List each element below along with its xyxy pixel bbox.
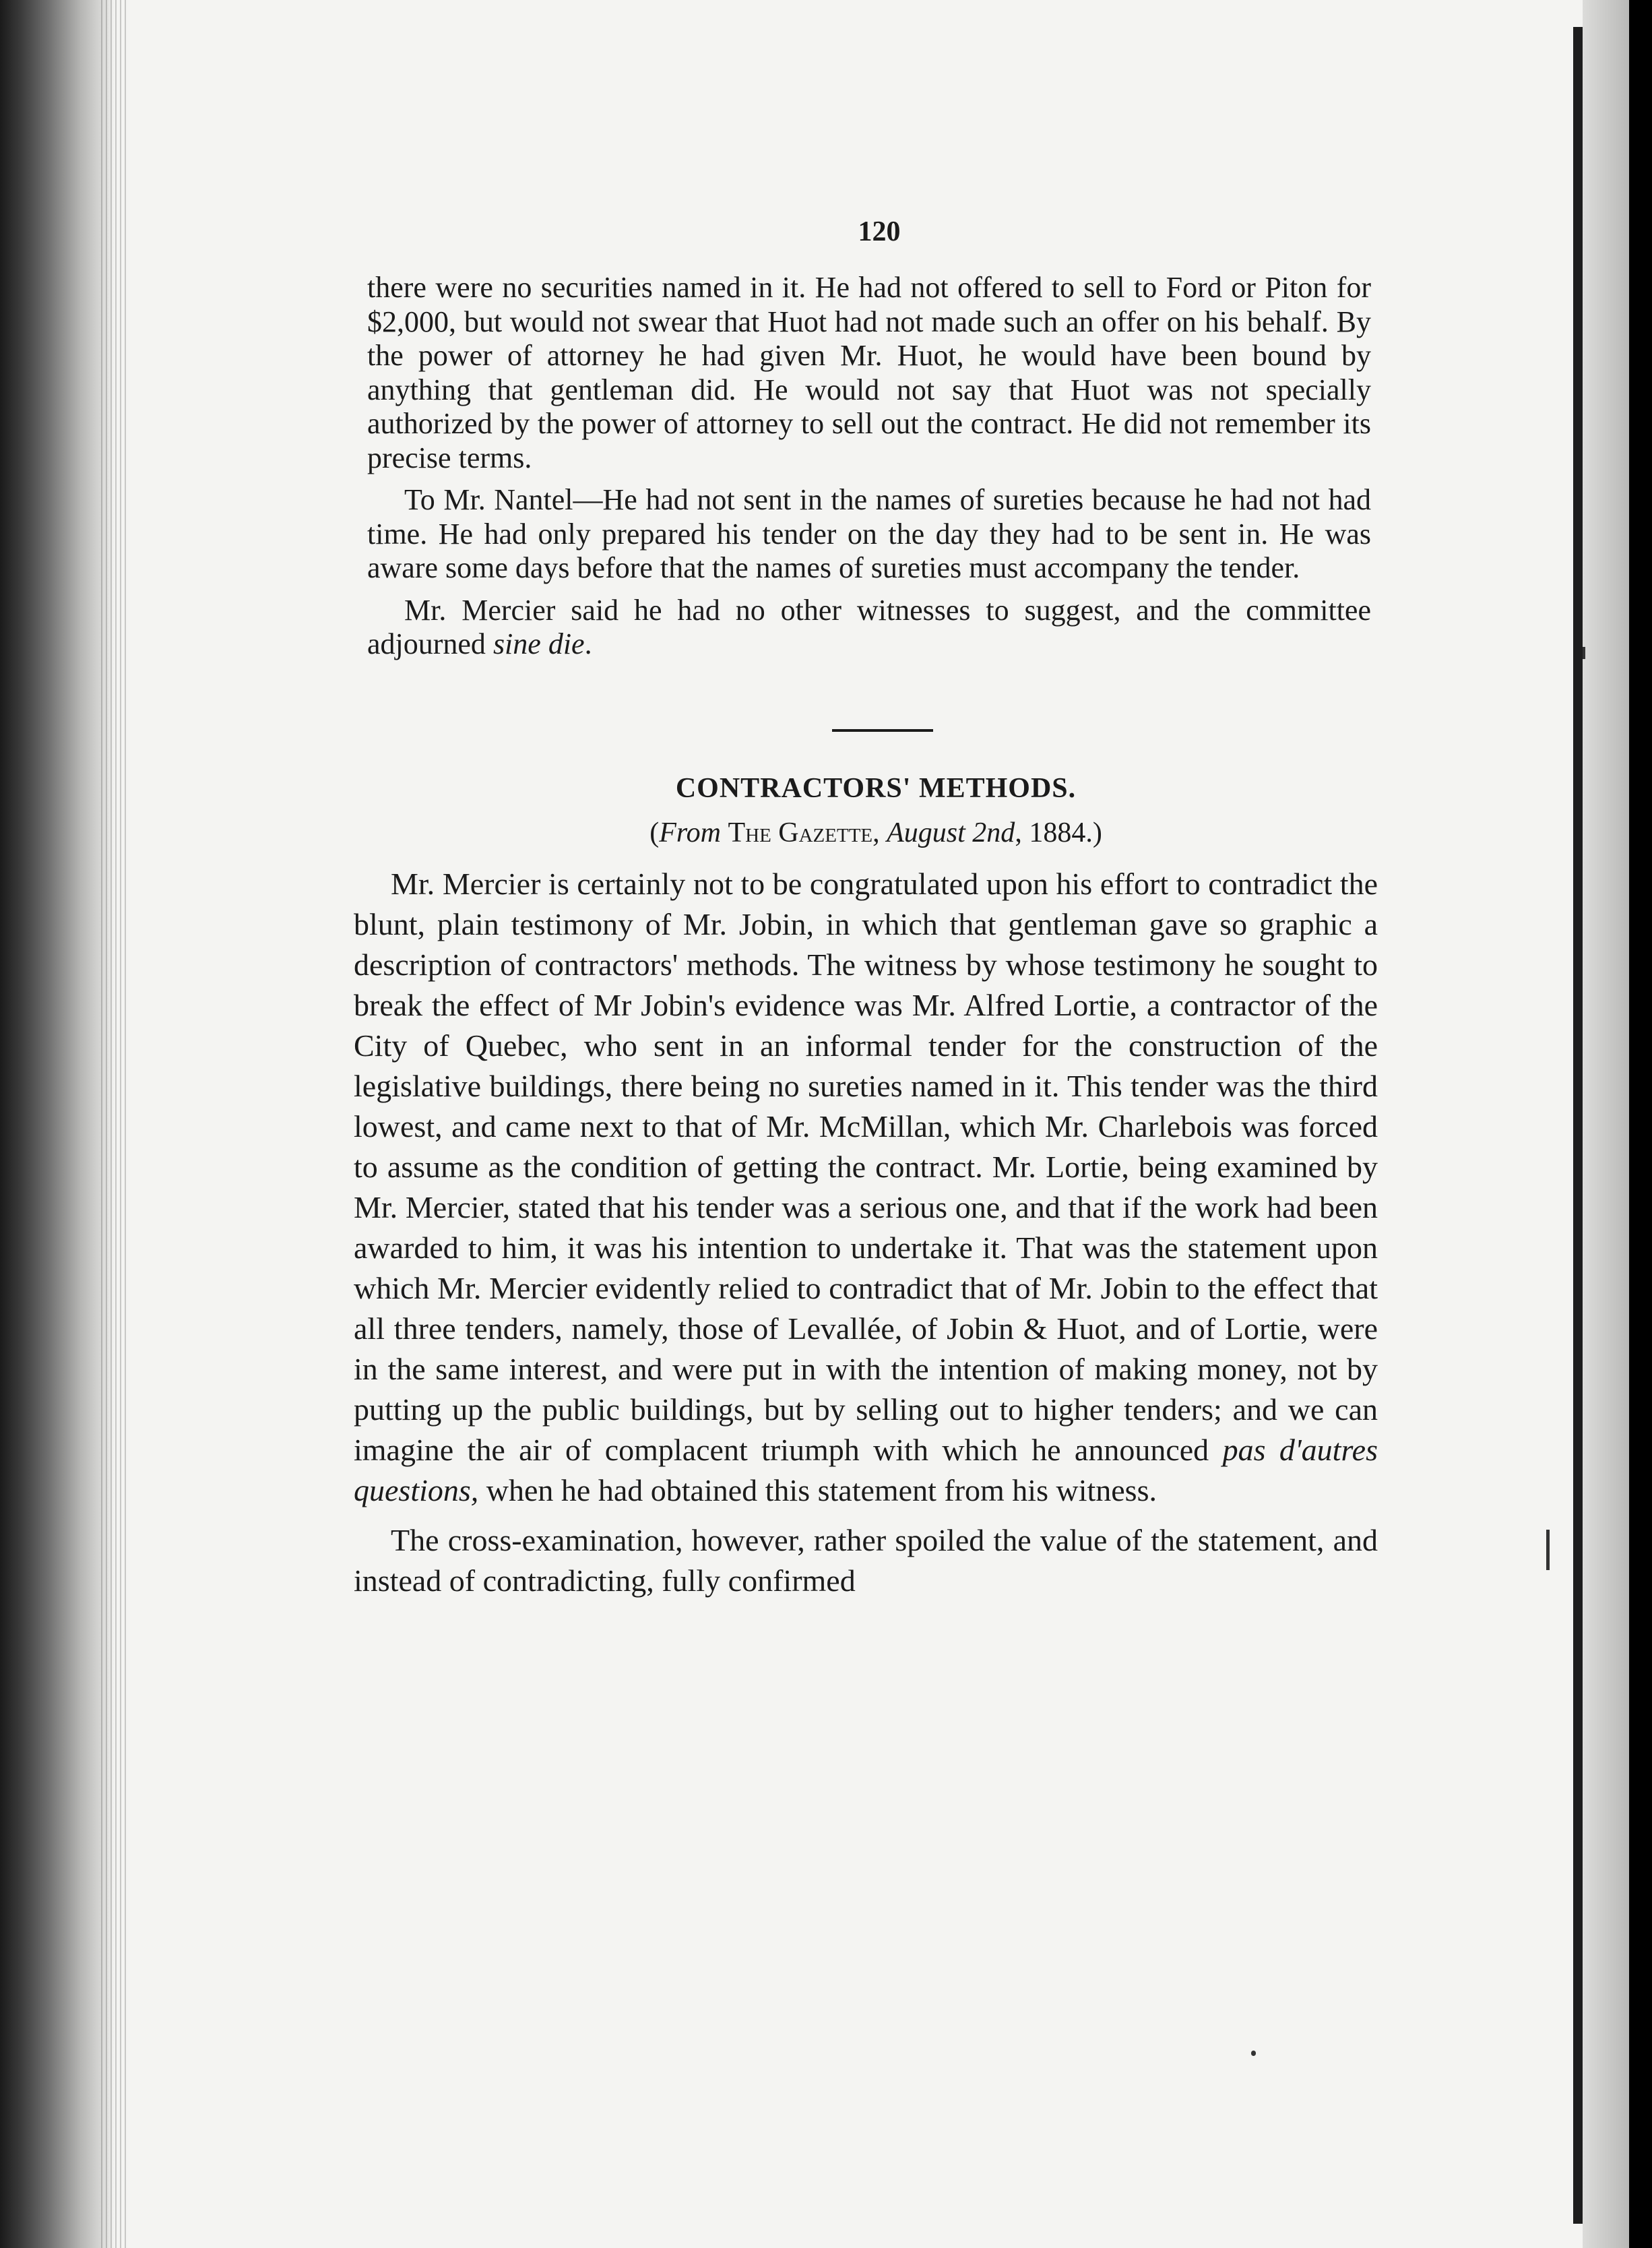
source-comma: , [872,817,880,848]
paragraph: there were no securities named in it. He had not offered to sell to Ford or Piton for $2,000, but would not swear that Huot had not made such an offer on his behalf. By the power of attorney he had given Mr. Huot, he would have been bound by anything that gentleman did. He would not say that Huot was not specially authorized by the power of attorney to sell out the contract. He did not remember its precise terms. [367,271,1371,474]
paragraph: To Mr. Nantel—He had not sent in the names of sureties because he had not had time. He had only prepared his tender on the day they had to be sent in. He was aware some days before that the names of sureties must accompany the tender. [367,483,1371,584]
scan-right-edge [1583,0,1629,2248]
paragraph [354,864,1378,1511]
scan-right-bar [1573,27,1583,2224]
italic-phrase: pas d'autres questions, [354,1432,1378,1507]
scan-left-edge [0,0,115,2248]
page-body [354,216,1378,1601]
italic-phrase: sine die [493,627,585,660]
text-run: when he had obtained this statement from his witness. [478,1472,1157,1507]
text-run: Mr. Mercier said he had no other witnesses to suggest, and the committee adjourned [367,593,1371,660]
book-gutter [101,0,128,2248]
source-publication: The Gazette [728,817,873,848]
source-paren: ( [649,817,660,848]
scan-right-border [1629,0,1652,2248]
page-number: 120 [858,216,901,247]
lower-text-block [354,864,1378,1601]
section-title: CONTRACTORS' METHODS. [675,772,1077,804]
section-divider [832,729,933,732]
text-run: Mr. Mercier is certainly not to be congratulated upon his effort to contradict the blunt, plain testimony of Mr. Jobin, in which that gentleman gave so graphic a description of contractors' methods. The witness by whose testimony he sought to break the effect of Mr Jobin's evidence was Mr. Alfred Lortie, a contractor of the City of Quebec, who sent in an informal tender for the construction of the legislative buildings, there being no sureties named in it. This tender was the third lowest, and came next to that of Mr. McMillan, which Mr. Charlebois was forced to assume as the condition of getting the contract. Mr. Lortie, being examined by Mr. Mercier, stated that his tender was a serious one, and that if the work had been awarded to him, it was his intention to undertake it. That was the statement upon which Mr. Mercier evidently relied to contradict that of Mr. Jobin to the effect that all three tenders, namely, those of Levallée, of Jobin & Huot, and of Lortie, were in the same interest, and were put in with the intention of making money, not by putting up the public buildings, but by selling out to higher tenders; and we can imagine the air of complacent triumph with which he announced [354,866,1378,1467]
paragraph [367,594,1371,662]
source-date: August 2nd [887,817,1015,848]
text-run: . [584,627,592,660]
scan-speck [1583,647,1585,659]
upper-text-block [367,271,1371,662]
source-year: , 1884.) [1015,817,1102,848]
source-from: From [659,817,721,848]
section-source [381,817,1371,849]
scan-speck [1251,2051,1256,2056]
scan-speck [1546,1530,1550,1570]
paragraph: The cross-examination, however, rather spoiled the value of the statement, and instead of contradicting, fully confirmed [354,1522,1378,1598]
